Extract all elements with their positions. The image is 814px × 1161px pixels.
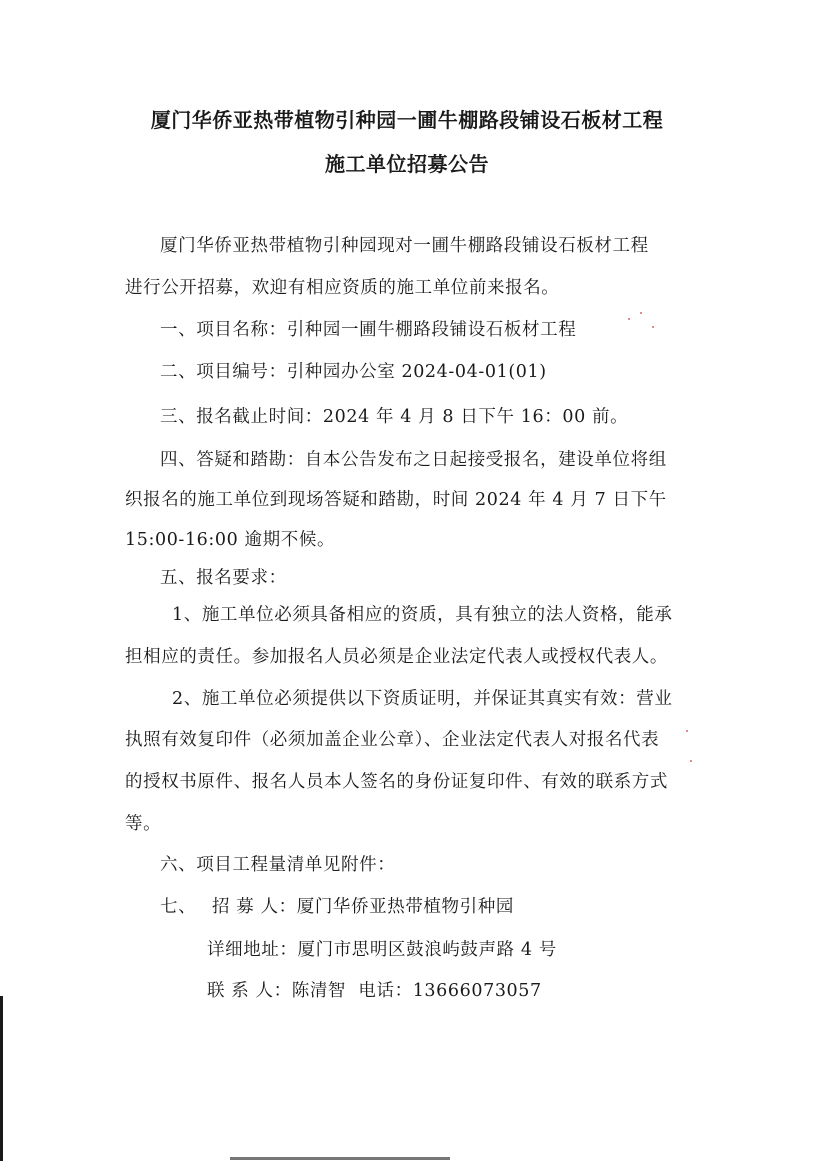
requirements-heading: 五、报名要求：	[160, 568, 287, 588]
red-ink-speck	[640, 312, 642, 314]
contact-name: 陈清智	[291, 981, 347, 1001]
intro-paragraph-line: 厦门华侨亚热带植物引种园现对一圃牛棚路段铺设石板材工程	[160, 236, 649, 256]
recruiter-label: 招 募 人：	[212, 897, 297, 917]
document-subtitle: 施工单位招募公告	[325, 152, 489, 176]
requirement-1-line: 1、施工单位必须具备相应的资质，具有独立的法人资格，能承	[172, 605, 673, 625]
scan-edge-shadow	[230, 1157, 450, 1160]
red-ink-speck	[686, 730, 688, 732]
project-number-item: 二、项目编号：引种园办公室 2024-04-01(01)	[160, 362, 547, 382]
scan-edge-shadow	[0, 996, 3, 1161]
recruiter-number: 七、	[160, 897, 197, 917]
intro-paragraph-line: 进行公开招募，欢迎有相应资质的施工单位前来报名。	[125, 278, 560, 298]
contact-line	[207, 977, 542, 1002]
address-label: 详细地址：	[207, 940, 298, 960]
red-ink-speck	[690, 760, 692, 762]
recruiter-name: 厦门华侨亚热带植物引种园	[296, 897, 514, 917]
bill-of-quantities-item: 六、项目工程量清单见附件：	[160, 855, 396, 875]
red-ink-speck	[628, 318, 630, 320]
requirement-2-line: 2、施工单位必须提供以下资质证明，并保证其真实有效：营业	[172, 689, 673, 709]
contact-label: 联 系 人：	[207, 981, 292, 1001]
phone-label: 电话：	[358, 981, 413, 1001]
qa-site-visit-line: 四、答疑和踏勘：自本公告发布之日起接受报名，建设单位将组	[160, 450, 667, 470]
qa-site-visit-line: 15:00-16:00 逾期不候。	[125, 530, 336, 550]
project-name-item: 一、项目名称：引种园一圃牛棚路段铺设石板材工程	[160, 320, 577, 340]
qa-site-visit-line: 织报名的施工单位到现场答疑和踏勘，时间 2024 年 4 月 7 日下午	[125, 490, 667, 510]
address-value: 厦门市思明区鼓浪屿鼓声路 4 号	[297, 940, 557, 960]
deadline-item: 三、报名截止时间：2024 年 4 月 8 日下午 16：00 前。	[160, 407, 629, 427]
recruiter-line	[160, 893, 514, 918]
requirement-1-line: 担相应的责任。参加报名人员必须是企业法定代表人或授权代表人。	[125, 647, 668, 667]
requirement-2-line: 执照有效复印件（必须加盖企业公章）、企业法定代表人对报名代表	[125, 730, 660, 750]
red-ink-speck	[652, 326, 654, 328]
requirement-2-line: 等。	[125, 814, 162, 834]
requirement-2-line: 的授权书原件、报名人员本人签名的身份证复印件、有效的联系方式	[125, 772, 668, 792]
phone-number: 13666073057	[412, 981, 542, 1001]
document-title: 厦门华侨亚热带植物引种园一圃牛棚路段铺设石板材工程	[150, 108, 664, 132]
address-line	[207, 936, 557, 961]
